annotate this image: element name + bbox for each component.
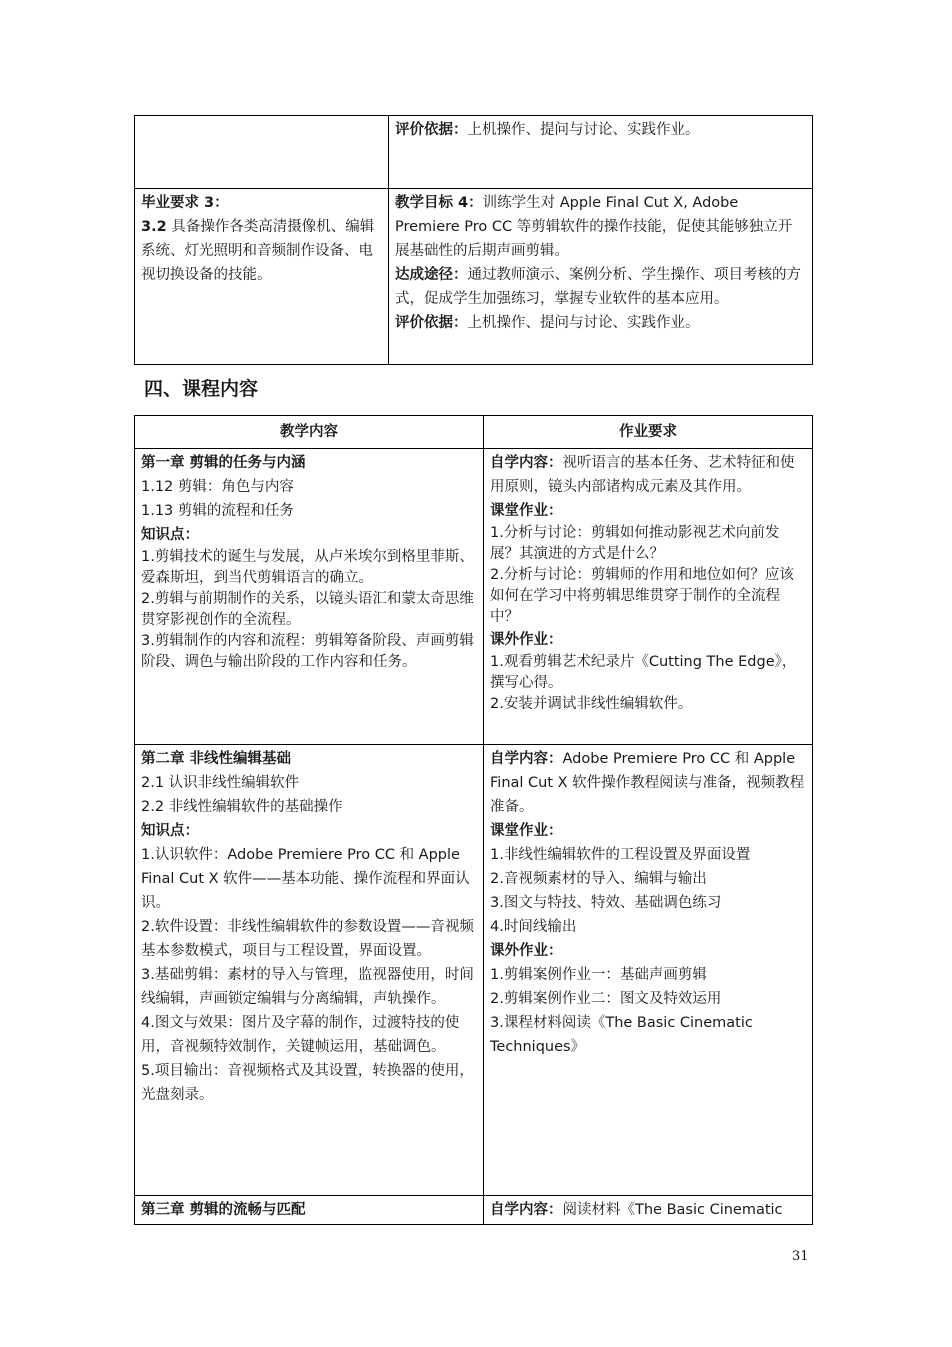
graduation-requirements-table (134, 115, 813, 365)
homework-item: 3.课程材料阅读《The Basic Cinematic Techniques》 (490, 1015, 753, 1055)
class-work-item: 2.音视频素材的导入、编辑与输出 (490, 871, 707, 887)
chapter3-content-cell (135, 1196, 484, 1225)
knowledge-point: 3.剪辑制作的内容和流程：剪辑筹备阶段、声画剪辑阶段、调色与输出阶段的工作内容和任务。 (141, 633, 474, 670)
class-work-item: 1.非线性编辑软件的工程设置及界面设置 (490, 847, 751, 863)
chapter1-assignment-cell (484, 449, 813, 745)
chapter3-assignment-cell (484, 1196, 813, 1225)
empty-cell (135, 116, 389, 189)
goal-cell (389, 189, 813, 365)
eval-label: 评价依据： (395, 122, 468, 138)
class-work-item: 4.时间线输出 (490, 919, 577, 935)
knowledge-point: 3.基础剪辑：素材的导入与管理，监视器使用，时间线编辑，声画锁定编辑与分离编辑，声轨操作。 (141, 967, 474, 1007)
requirement-label: 毕业要求 3： (141, 195, 229, 211)
chapter1-content-cell (135, 449, 484, 745)
evaluation-cell (389, 116, 813, 189)
homework-item: 1.观看剪辑艺术纪录片《Cutting The Edge》，撰写心得。 (490, 654, 797, 691)
chapter2-assignment-cell (484, 745, 813, 1196)
knowledge-point: 2.剪辑与前期制作的关系，以镜头语汇和蒙太奇思维贯穿影视创作的全流程。 (141, 591, 474, 628)
self-study-text: 视听语言的基本任务、艺术特征和使用原则，镜头内部诸构成元素及其作用。 (490, 455, 795, 495)
path-label: 达成途径： (395, 267, 468, 283)
self-study-text: Adobe Premiere Pro CC 和 Apple Final Cut X 软件操作教程阅读与准备，视频教程准备。 (490, 751, 805, 815)
chapter1-item: 1.12 剪辑：角色与内容 (141, 479, 294, 495)
knowledge-point: 5.项目输出：音视频格式及其设置，转换器的使用，光盘刻录。 (141, 1063, 474, 1103)
knowledge-point: 1.认识软件：Adobe Premiere Pro CC 和 Apple Final Cut X 软件——基本功能、操作流程和界面认识。 (141, 847, 470, 911)
knowledge-points-label: 知识点： (141, 527, 199, 543)
homework-label: 课外作业： (490, 943, 563, 959)
section-title: 四、课程内容 (144, 378, 259, 400)
chapter1-title: 第一章 剪辑的任务与内涵 (141, 455, 306, 471)
goal-label: 教学目标 4： (395, 195, 483, 211)
self-study-text: 阅读材料《The Basic Cinematic (562, 1202, 783, 1218)
header-assignment-requirements: 作业要求 (484, 416, 813, 449)
page-number: 31 (792, 1249, 809, 1264)
chapter1-item: 1.13 剪辑的流程和任务 (141, 503, 294, 519)
chapter3-title: 第三章 剪辑的流畅与匹配 (141, 1202, 306, 1218)
class-work-label: 课堂作业： (490, 823, 563, 839)
knowledge-point: 4.图文与效果：图片及字幕的制作，过渡特技的使用，音视频特效制作，关键帧运用，基础调色。 (141, 1015, 460, 1055)
homework-item: 2.安装并调试非线性编辑软件。 (490, 696, 693, 712)
goal-text: 训练学生对 Apple Final Cut X, Adobe Premiere Pro CC 等剪辑软件的操作技能，促使其能够独立开展基础性的后期声画剪辑。 (395, 195, 793, 259)
homework-item: 2.剪辑案例作业二：图文及特效运用 (490, 991, 722, 1007)
course-content-table (134, 415, 813, 1225)
homework-item: 1.剪辑案例作业一：基础声画剪辑 (490, 967, 707, 983)
requirement-text: 具备操作各类高清摄像机、编辑系统、灯光照明和音频制作设备、电视切换设备的技能。 (141, 219, 375, 283)
knowledge-point: 2.软件设置：非线性编辑软件的参数设置——音视频基本参数模式，项目与工程设置，界面设置。 (141, 919, 474, 959)
chapter2-content-cell (135, 745, 484, 1196)
eval-text: 上机操作、提问与讨论、实践作业。 (467, 315, 700, 331)
requirement-number: 3.2 (141, 219, 167, 235)
self-study-label: 自学内容： (490, 455, 563, 471)
chapter2-item: 2.1 认识非线性编辑软件 (141, 775, 300, 791)
knowledge-points-label: 知识点： (141, 823, 199, 839)
header-teaching-content: 教学内容 (135, 416, 484, 449)
class-work-item: 1.分析与讨论：剪辑如何推动影视艺术向前发展？其演进的方式是什么？ (490, 525, 780, 562)
path-text: 通过教师演示、案例分析、学生操作、项目考核的方式，促成学生加强练习，掌握专业软件的基本应用。 (395, 267, 801, 307)
chapter2-title: 第二章 非线性编辑基础 (141, 751, 292, 767)
knowledge-point: 1.剪辑技术的诞生与发展，从卢米埃尔到格里菲斯、爱森斯坦，到当代剪辑语言的确立。 (141, 549, 474, 586)
class-work-label: 课堂作业： (490, 503, 563, 519)
eval-text: 上机操作、提问与讨论、实践作业。 (467, 122, 700, 138)
class-work-item: 2.分析与讨论：剪辑师的作用和地位如何？应该如何在学习中将剪辑思维贯穿于制作的全流程中？ (490, 567, 794, 625)
self-study-label: 自学内容： (490, 1202, 563, 1218)
chapter2-item: 2.2 非线性编辑软件的基础操作 (141, 799, 343, 815)
homework-label: 课外作业： (490, 632, 563, 648)
eval-label: 评价依据： (395, 315, 468, 331)
self-study-label: 自学内容： (490, 751, 563, 767)
requirement-cell (135, 189, 389, 365)
class-work-item: 3.图文与特技、特效、基础调色练习 (490, 895, 722, 911)
